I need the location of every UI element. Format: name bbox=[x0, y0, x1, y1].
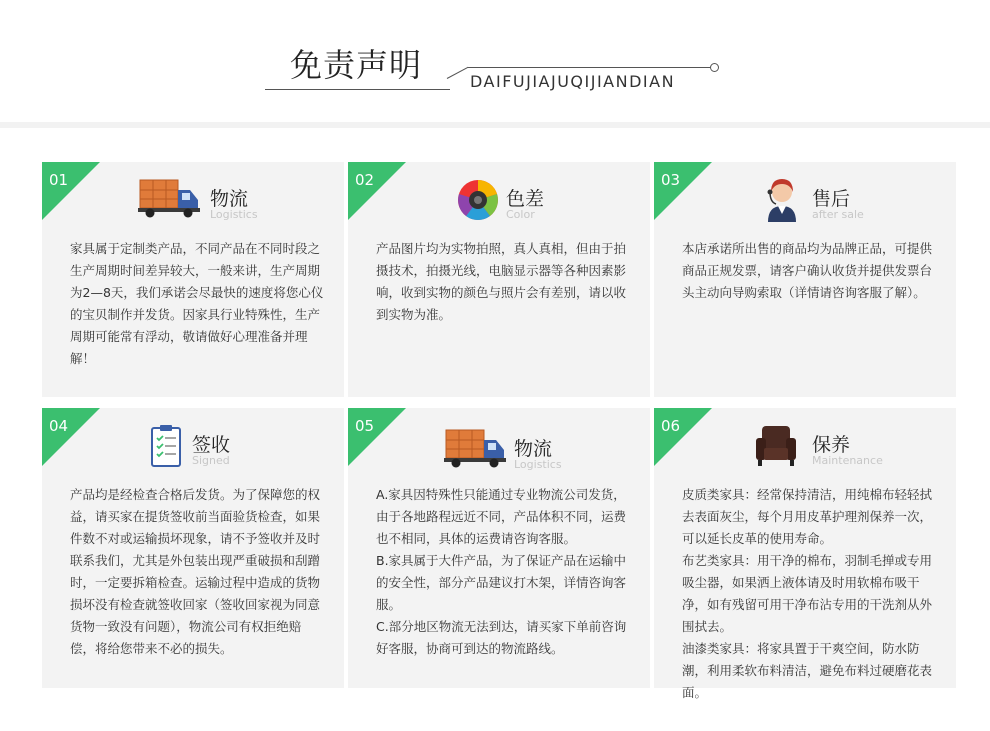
card-title: 签收 bbox=[192, 434, 231, 456]
card-paragraph: 油漆类家具：将家具置于干爽空间，防水防潮，利用柔软布料清洁，避免布料过硬磨花表面。 bbox=[682, 641, 933, 700]
card-logistics bbox=[42, 162, 344, 397]
card-number: 02 bbox=[355, 171, 375, 189]
card-subtitle: Logistics bbox=[210, 208, 258, 221]
color-wheel-icon bbox=[456, 178, 500, 226]
card-paragraph: 布艺类家具：用干净的棉布，羽制毛掸或专用吸尘器，如果洒上液体请及时用软棉布吸干净，如有残留可用干净布沾专用的干洗剂从外围拭去。 bbox=[682, 553, 933, 634]
card-body bbox=[70, 238, 326, 370]
card-number: 05 bbox=[355, 417, 375, 435]
card-body bbox=[70, 484, 326, 660]
card-number: 01 bbox=[49, 171, 69, 189]
header-divider bbox=[0, 122, 990, 128]
card-maintenance bbox=[654, 408, 956, 700]
truck-icon bbox=[444, 426, 508, 472]
disclaimer-grid bbox=[30, 140, 960, 700]
card-paragraph: 皮质类家具：经常保持清洁，用纯棉布轻轻拭去表面灰尘，每个月用皮革护理剂保养一次，可以延长皮革的使用寿命。 bbox=[682, 487, 933, 546]
card-subtitle: after sale bbox=[812, 208, 864, 221]
card-title: 售后 bbox=[812, 188, 851, 210]
page-title: 免责声明 bbox=[290, 46, 423, 84]
truck-icon bbox=[138, 176, 202, 222]
card-body bbox=[682, 238, 938, 304]
card-paragraph: 产品图片均为实物拍照，真人真相，但由于拍摄技术，拍摄光线，电脑显示器等各种因素影响，收到实物的颜色与照片会有差别，请以收到实物为准。 bbox=[376, 241, 627, 322]
card-body bbox=[376, 484, 632, 660]
card-after-sale bbox=[654, 162, 956, 397]
card-logistics-2 bbox=[348, 408, 650, 688]
title-slant-line bbox=[447, 67, 469, 79]
card-signed bbox=[42, 408, 344, 688]
card-number: 03 bbox=[661, 171, 681, 189]
page-header bbox=[0, 0, 990, 124]
card-body bbox=[682, 484, 938, 704]
card-subtitle: Color bbox=[506, 208, 535, 221]
card-title: 物流 bbox=[514, 438, 553, 460]
card-paragraph: A.家具因特殊性只能通过专业物流公司发货，由于各地路程远近不同，产品体积不同，运费也不相同，具体的运费请咨询客服。 bbox=[376, 487, 627, 546]
armchair-icon bbox=[754, 424, 798, 472]
card-number: 06 bbox=[661, 417, 681, 435]
card-paragraph: C.部分地区物流无法到达，请买家下单前咨询好客服，协商可到达的物流路线。 bbox=[376, 619, 627, 656]
page-subtitle: DAIFUJIAJUQIJIANDIAN bbox=[470, 72, 676, 91]
card-paragraph: 本店承诺所出售的商品均为品牌正品，可提供商品正规发票，请客户确认收货并提供发票台头主动向导购索取（详情请咨询客服了解）。 bbox=[682, 241, 933, 300]
card-title: 色差 bbox=[506, 188, 545, 210]
card-title: 保养 bbox=[812, 434, 851, 456]
card-color bbox=[348, 162, 650, 397]
card-body bbox=[376, 238, 632, 326]
subtitle-overline bbox=[468, 67, 713, 68]
title-underline bbox=[265, 89, 450, 90]
card-paragraph: B.家具属于大件产品，为了保证产品在运输中的安全性，部分产品建议打木架，详情咨询客服。 bbox=[376, 553, 627, 612]
checklist-icon bbox=[150, 424, 182, 472]
card-title: 物流 bbox=[210, 188, 249, 210]
card-paragraph: 产品均是经检查合格后发货。为了保障您的权益，请买家在提货签收前当面验货检查，如果件数不对或运输损坏现象，请不予签收并及时联系我们，尤其是外包装出现严重破损和刮蹭时，一定要拆箱检查。运输过程中造成的货物损坏没有检查就签收回家（签收回家视为同意货物一致没有问题），物流公司有权拒绝赔偿，将给您带来不必的损失。 bbox=[70, 487, 321, 656]
card-paragraph: 家具属于定制类产品，不同产品在不同时段之生产周期时间差异较大，一般来讲，生产周期为2—8天，我们承诺会尽最快的速度将您心仪的宝贝制作并发货。因家具行业特殊性，生产周期可能常有浮动，敬请做好心理准备并理解！ bbox=[70, 241, 324, 366]
overline-end-dot bbox=[710, 63, 719, 72]
card-subtitle: Logistics bbox=[514, 458, 562, 471]
card-subtitle: Signed bbox=[192, 454, 230, 467]
card-subtitle: Maintenance bbox=[812, 454, 883, 467]
card-number: 04 bbox=[49, 417, 69, 435]
customer-service-icon bbox=[762, 174, 802, 226]
